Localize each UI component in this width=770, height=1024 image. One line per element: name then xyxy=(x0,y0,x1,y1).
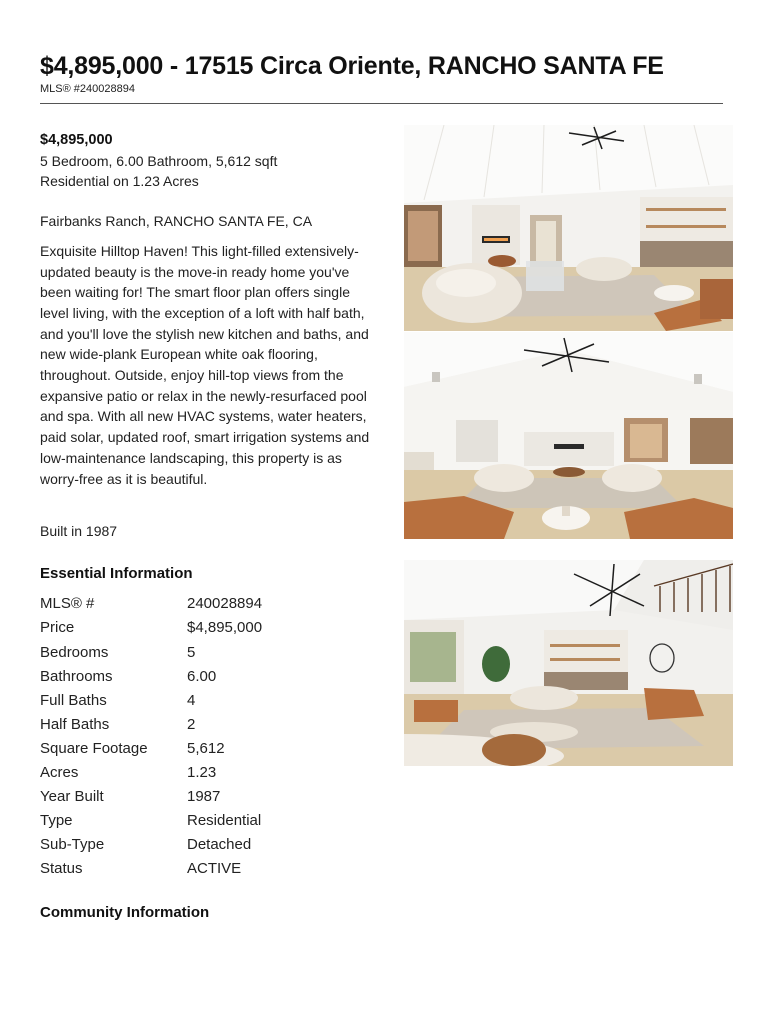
table-row xyxy=(40,689,262,713)
essential-info-table xyxy=(40,593,262,882)
row-value: 4 xyxy=(187,691,196,709)
page-title: $4,895,000 - 17515 Circa Oriente, RANCHO SANTA FE xyxy=(40,52,664,80)
property-photo-loft-view[interactable] xyxy=(404,560,733,766)
row-value: Residential xyxy=(187,812,262,830)
row-value: Detached xyxy=(187,836,252,854)
table-row xyxy=(40,593,262,617)
table-row xyxy=(40,713,262,737)
row-value: 1.23 xyxy=(187,764,217,781)
row-label: Price xyxy=(40,619,75,637)
row-label: Bathrooms xyxy=(40,667,113,685)
row-label: Year Built xyxy=(40,788,104,806)
property-photo-living-room[interactable] xyxy=(404,125,733,331)
row-label: Full Baths xyxy=(40,691,107,709)
table-row xyxy=(40,810,262,834)
header-divider xyxy=(40,103,723,104)
property-photo-great-room[interactable] xyxy=(404,332,733,539)
row-label: Square Footage xyxy=(40,739,148,757)
row-label: Bedrooms xyxy=(40,643,109,661)
row-value: 240028894 xyxy=(187,595,263,613)
row-label: MLS® # xyxy=(40,595,95,613)
summary-line-beds-baths: 5 Bedroom, 6.00 Bathroom, 5,612 sqft xyxy=(40,152,278,169)
table-row xyxy=(40,737,262,761)
row-label: Sub-Type xyxy=(40,836,105,854)
table-row xyxy=(40,665,262,689)
location-line: Fairbanks Ranch, RANCHO SANTA FE, CA xyxy=(40,213,313,230)
row-value: ACTIVE xyxy=(187,860,242,878)
table-row xyxy=(40,617,262,641)
row-value: $4,895,000 xyxy=(187,619,263,637)
row-label: Type xyxy=(40,812,73,830)
row-value: 1987 xyxy=(187,788,221,806)
row-label: Acres xyxy=(40,764,79,781)
essential-info-heading: Essential Information xyxy=(40,564,193,582)
community-info-heading: Community Information xyxy=(40,903,210,921)
row-value: 5,612 xyxy=(187,739,225,757)
table-row xyxy=(40,761,262,785)
price-heading: $4,895,000 xyxy=(40,132,113,148)
row-value: 6.00 xyxy=(187,667,217,685)
summary-line-type-acres: Residential on 1.23 Acres xyxy=(40,173,199,190)
built-year-line: Built in 1987 xyxy=(40,523,118,540)
listing-details xyxy=(40,130,370,931)
property-description: Exquisite Hilltop Haven! This light-filled extensively-updated beauty is the move-in ready home you've been waiting for! The smart floor plan offers single level living, with the exception of a loft with half bath, and you'll love the stylish new kitchen and baths, and new wide-plank European white oak flooring, throughout. Outside, enjoy hill-top views from the expansive patio or relax in the newly-resurfaced pool and spa. With all new HVAC systems, water heaters, paid solar, updated roof, smart irrigation systems and low-maintenance landscaping, this property is as worry-free as it is beautiful. xyxy=(40,242,370,487)
table-row xyxy=(40,785,262,809)
table-row xyxy=(40,858,262,882)
table-row xyxy=(40,641,262,665)
row-label: Half Baths xyxy=(40,715,110,733)
row-value: 2 xyxy=(187,715,196,733)
mls-subtitle: MLS® #240028894 xyxy=(40,83,135,95)
table-row xyxy=(40,834,262,858)
row-label: Status xyxy=(40,860,83,878)
row-value: 5 xyxy=(187,643,196,661)
